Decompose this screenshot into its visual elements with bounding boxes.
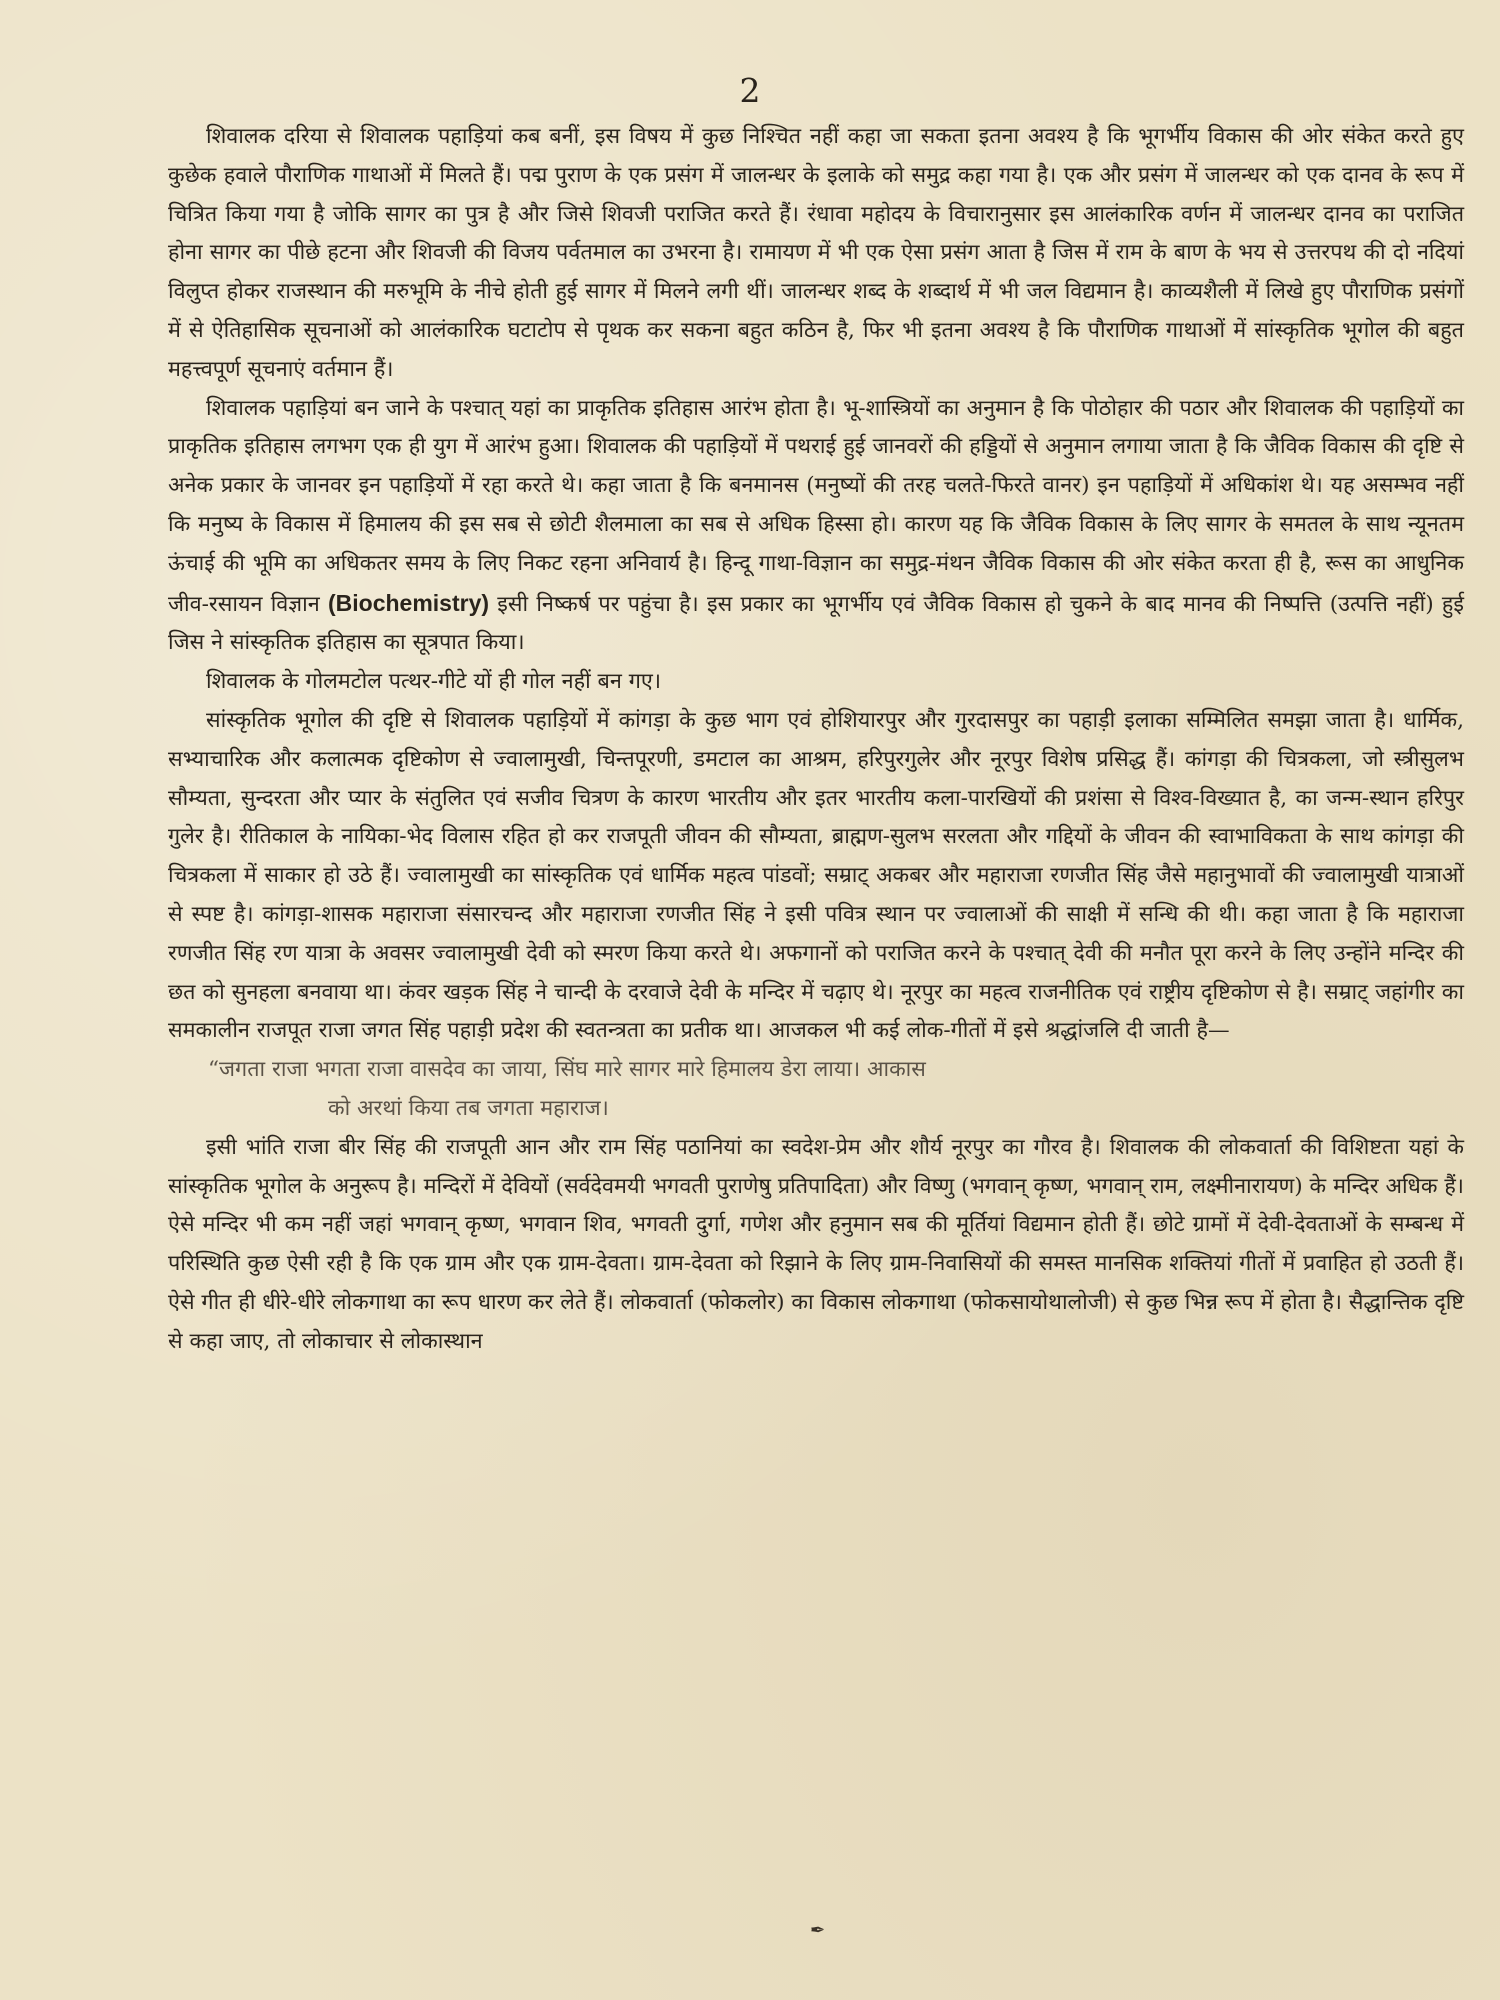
- paragraph-cultural-geography: सांस्कृतिक भूगोल की दृष्टि से शिवालक पहाड़ियों में कांगड़ा के कुछ भाग एवं होशियारपुर और गुरदासपुर का पहाड़ी इलाका सम्मिलित समझा जाता है। धार्मिक, सभ्याचारिक और कलात्मक दृष्टिकोण से ज्वालामुखी, चिन्तपूरणी, डमटाल का आश्रम, हरिपुरगुलेर और नूरपुर विशेष प्रसिद्ध हैं। कांगड़ा की चित्रकला, जो स्त्रीसुलभ सौम्यता, सुन्दरता और प्यार के संतुलित एवं सजीव चित्रण के कारण भारतीय और इतर भारतीय कला-पारखियों की प्रशंसा से विश्व-विख्यात है, का जन्म-स्थान हरिपुर गुलेर है। रीतिकाल के नायिका-भेद विलास रहित हो कर राजपूती जीवन की सौम्यता, ब्राह्मण-सुलभ सरलता और गद्दियों के जीवन की स्वाभाविकता के साथ कांगड़ा की चित्रकला में साकार हो उठे हैं। ज्वालामुखी का सांस्कृतिक एवं धार्मिक महत्व पांडवों; सम्राट् अकबर और महाराजा रणजीत सिंह जैसे महानुभावों की ज्वालामुखी यात्राओं से स्पष्ट है। कांगड़ा-शासक महाराजा संसारचन्द और महाराजा रणजीत सिंह ने इसी पवित्र स्थान पर ज्वालाओं की साक्षी में सन्धि की थी। कहा जाता है कि महाराजा रणजीत सिंह रण यात्रा के अवसर ज्वालामुखी देवी को स्मरण किया करते थे। अफगानों को पराजित करने के पश्चात् देवी की मनौत पूरा करने के लिए उन्होंने मन्दिर की छत को सुनहला बनवाया था। कंवर खड़क सिंह ने चान्दी के दरवाजे देवी के मन्दिर में चढ़ाए थे। नूरपुर का महत्व राजनीतिक एवं राष्ट्रीय दृष्टिकोण से है। सम्राट् जहांगीर का समकालीन राजपूत राजा जगत सिंह पहाड़ी प्रदेश की स्वतन्त्रता का प्रतीक था। आजकल भी कई लोक-गीतों में इसे श्रद्धांजलि दी जाती है—: [168, 707, 1464, 1044]
- ink-smudge-icon: ✒: [810, 1920, 826, 1941]
- folk-song-quote-line-2: को अरथां किया तब जगता महाराज।: [328, 1095, 609, 1121]
- biochemistry-term: (Biochemistry): [327, 589, 490, 616]
- paragraph-natural-history-text-end: इसी निष्कर्ष पर पहुंचा है। इस प्रकार का भूगर्भीय एवं जैविक विकास हो चुकने के बाद मानव की निष्पत्ति (उत्पत्ति नहीं) हुई जिस ने सांस्कृतिक इतिहास का सूत्रपात किया।: [168, 591, 1464, 656]
- paragraph-natural-history-text: शिवालक पहाड़ियां बन जाने के पश्चात् यहां का प्राकृतिक इतिहास आरंभ होता है। भू-शास्त्रियों का अनुमान है कि पोठोहार की पठार और शिवालक की पहाड़ियों का प्राकृतिक इतिहास लगभग एक ही युग में आरंभ हुआ। शिवालक की पहाड़ियों में पथराई हुई जानवरों की हड्डियों से अनुमान लगाया जाता है कि जैविक विकास की दृष्टि से अनेक प्रकार के जानवर इन पहाड़ियों में रहा करते थे। कहा जाता है कि बनमानस (मनुष्यों की तरह चलते-फिरते वानर) इन पहाड़ियों में अधिकांश थे। यह असम्भव नहीं कि मनुष्य के विकास में हिमालय की इस सब से छोटी शैलमाला का सब से अधिक हिस्सा हो। कारण यह कि जैविक विकास के लिए सागर के समतल के साथ न्यूनतम ऊंचाई की भूमि का अधिकतर समय के लिए निकट रहना अनिवार्य है। हिन्दू गाथा-विज्ञान का समुद्र-मंथन जैविक विकास की ओर संकेत करता ही है, रूस का आधुनिक जीव-रसायन विज्ञान: [168, 395, 1464, 617]
- paragraph-natural-history: [168, 390, 1464, 664]
- page-number: 2: [739, 71, 761, 110]
- paragraph-pebbles: शिवालक के गोलमटोल पत्थर-गीटे यों ही गोल नहीं बन गए।: [206, 669, 662, 695]
- folk-song-quote-line-1: “जगता राजा भगता राजा वासदेव का जाया, सिंघ मारे सागर मारे हिमालय डेरा लाया। आकास: [208, 1057, 926, 1083]
- paragraph-geology: शिवालक दरिया से शिवालक पहाड़ियां कब बनीं, इस विषय में कुछ निश्चित नहीं कहा जा सकता इतना अवश्य है कि भूगर्भीय विकास की ओर संकेत करते हुए कुछेक हवाले पौराणिक गाथाओं में मिलते हैं। पद्म पुराण के एक प्रसंग में जालन्धर के इलाके को समुद्र कहा गया है। एक और प्रसंग में जालन्धर को एक दानव के रूप में चित्रित किया गया है जोकि सागर का पुत्र है और जिसे शिवजी पराजित करते हैं। रंधावा महोदय के विचारानुसार इस आलंकारिक वर्णन में जालन्धर दानव का पराजित होना सागर का पीछे हटना और शिवजी की विजय पर्वतमाल का उभरना है। रामायण में भी एक ऐसा प्रसंग आता है जिस में राम के बाण के भय से उत्तरपथ की दो नदियां विलुप्त होकर राजस्थान की मरुभूमि के नीचे होती हुई सागर में मिलने लगी थीं। जालन्धर शब्द के शब्दार्थ में भी जल विद्यमान है। काव्यशैली में लिखे हुए पौराणिक प्रसंगों में से ऐतिहासिक सूचनाओं को आलंकारिक घटाटोप से पृथक कर सकना बहुत कठिन है, फिर भी इतना अवश्य है कि पौराणिक गाथाओं में सांस्कृतिक भूगोल की बहुत महत्त्वपूर्ण सूचनाएं वर्तमान हैं।: [168, 124, 1464, 382]
- paragraph-folklore: इसी भांति राजा बीर सिंह की राजपूती आन और राम सिंह पठानियां का स्वदेश-प्रेम और शौर्य नूरपुर का गौरव है। शिवालक की लोकवार्ता की विशिष्टता यहां के सांस्कृतिक भूगोल के अनुरूप है। मन्दिरों में देवियों (सर्वदेवमयी भगवती पुराणेषु प्रतिपादिता) और विष्णु (भगवान् कृष्ण, भगवान् राम, लक्ष्मीनारायण) के मन्दिर अधिक हैं। ऐसे मन्दिर भी कम नहीं जहां भगवान् कृष्ण, भगवान शिव, भगवती दुर्गा, गणेश और हनुमान सब की मूर्तियां विद्यमान होती हैं। छोटे ग्रामों में देवी-देवताओं के सम्बन्ध में परिस्थिति कुछ ऐसी रही है कि एक ग्राम और एक ग्राम-देवता। ग्राम-देवता को रिझाने के लिए ग्राम-निवासियों की समस्त मानसिक शक्तियां गीतों में प्रवाहित हो उठती हैं। ऐसे गीत ही धीरे-धीरे लोकगाथा का रूप धारण कर लेते हैं। लोकवार्ता (फोकलोर) का विकास लोकगाथा (फोकसायोथालोजी) से कुछ भिन्न रूप में होता है। सैद्धान्तिक दृष्टि से कहा जाए, तो लोकाचार से लोकास्थान: [168, 1134, 1464, 1354]
